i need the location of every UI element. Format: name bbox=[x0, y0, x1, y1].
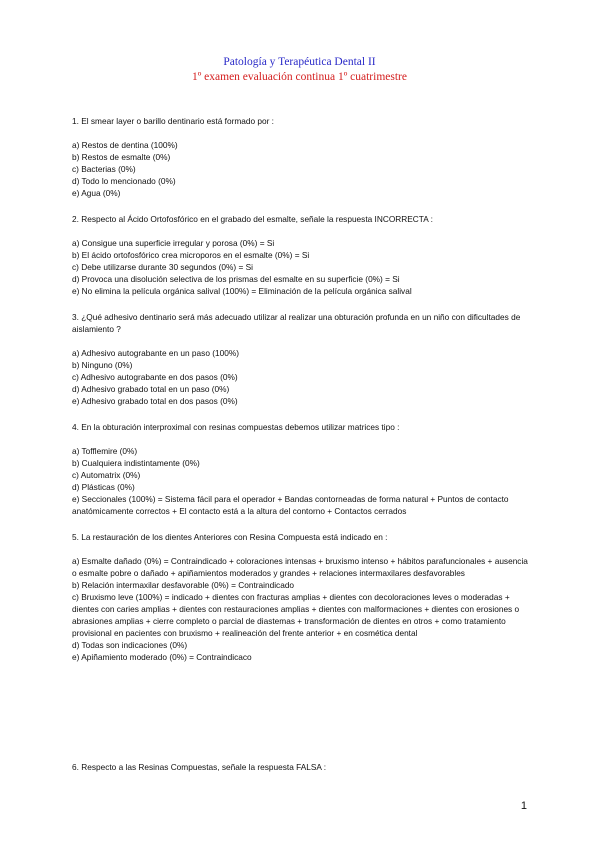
answer-options bbox=[72, 347, 530, 407]
question-block bbox=[72, 421, 530, 517]
answer-option: e) Adhesivo grabado total en dos pasos (0%) bbox=[72, 396, 238, 406]
question-block bbox=[72, 311, 530, 407]
question-list bbox=[72, 115, 530, 677]
answer-option: e) Apiñamiento moderado (0%) = Contraindicaco bbox=[72, 652, 252, 662]
answer-option: c) Automatrix (0%) bbox=[72, 470, 141, 480]
document-header bbox=[0, 55, 599, 85]
answer-options bbox=[72, 555, 530, 663]
question-block bbox=[72, 213, 530, 297]
answer-option: b) El ácido ortofosfórico crea microporos en el esmalte (0%) = Si bbox=[72, 250, 310, 260]
answer-option: e) Seccionales (100%) = Sistema fácil para el operador + Bandas contorneadas de forma natural + Puntos de contacto anatómicamente correctos + El contacto está a la altura del contorno + Contactos cerrados bbox=[72, 494, 509, 516]
answer-option: e) Agua (0%) bbox=[72, 188, 121, 198]
answer-option: b) Relación intermaxilar desfavorable (0%) = Contraindicado bbox=[72, 580, 295, 590]
answer-option: b) Restos de esmalte (0%) bbox=[72, 152, 171, 162]
answer-option: c) Bacterias (0%) bbox=[72, 164, 136, 174]
answer-option: a) Tofflemire (0%) bbox=[72, 446, 138, 456]
answer-option: d) Provoca una disolución selectiva de los prismas del esmalte en su superficie (0%) = Si bbox=[72, 274, 400, 284]
answer-option: a) Consigue una superficie irregular y porosa (0%) = Si bbox=[72, 238, 275, 248]
question-text: 6. Respecto a las Resinas Compuestas, señale la respuesta FALSA : bbox=[72, 762, 327, 773]
answer-option: a) Restos de dentina (100%) bbox=[72, 140, 178, 150]
answer-option: c) Adhesivo autograbante en dos pasos (0%) bbox=[72, 372, 238, 382]
question-text: 2. Respecto al Ácido Ortofosfórico en el grabado del esmalte, señale la respuesta INCORRECTA : bbox=[72, 214, 433, 224]
answer-options bbox=[72, 445, 530, 517]
answer-option: a) Esmalte dañado (0%) = Contraindicado + coloraciones intensas + bruxismo intenso + hábitos parafuncionales + ausencia o esmalte pobre o dañado + apiñamientos moderados y grandes + relaciones intermaxilares desfavorables bbox=[72, 556, 528, 578]
document-subtitle: 1º examen evaluación continua 1º cuatrimestre bbox=[191, 71, 407, 83]
answer-option: d) Adhesivo grabado total en un paso (0%) bbox=[72, 384, 230, 394]
page-number: 1 bbox=[520, 800, 527, 812]
answer-option: c) Debe utilizarse durante 30 segundos (0%) = Si bbox=[72, 262, 254, 272]
answer-option: b) Cualquiera indistintamente (0%) bbox=[72, 458, 200, 468]
answer-option: d) Todas son indicaciones (0%) bbox=[72, 640, 188, 650]
answer-option: a) Adhesivo autograbante en un paso (100%) bbox=[72, 348, 239, 358]
question-text: 4. En la obturación interproximal con resinas compuestas debemos utilizar matrices tipo : bbox=[72, 422, 400, 432]
answer-option: e) No elimina la película orgánica salival (100%) = Eliminación de la película orgánica salival bbox=[72, 286, 412, 296]
answer-options bbox=[72, 139, 530, 199]
answer-option: b) Ninguno (0%) bbox=[72, 360, 133, 370]
question-text: 3. ¿Qué adhesivo dentinario será más adecuado utilizar al realizar una obturación profunda en un niño con dificultades de aislamiento ? bbox=[72, 312, 521, 334]
answer-option: d) Plásticas (0%) bbox=[72, 482, 135, 492]
answer-option: d) Todo lo mencionado (0%) bbox=[72, 176, 176, 186]
answer-option: c) Bruxismo leve (100%) = indicado + dientes con fracturas amplias + dientes con decoloraciones leves o moderadas + dientes con caries amplias + dientes con restauraciones amplias + dientes con malformaciones + dientes con erosiones o abrasiones amplias + cierre completo o parcial de diastemas + transformación de dientes en otros + como tratamiento provisional en pacientes con bruxismo + realineación del frente anterior + en cosmética dental bbox=[72, 592, 520, 638]
question-text: 1. El smear layer o barillo dentinario está formado por : bbox=[72, 116, 274, 126]
question-block bbox=[72, 115, 530, 199]
question-text: 5. La restauración de los dientes Anteriores con Resina Compuesta está indicado en : bbox=[72, 532, 388, 542]
answer-options bbox=[72, 237, 530, 297]
document-title: Patología y Terapéutica Dental II bbox=[223, 56, 376, 68]
question-block bbox=[72, 531, 530, 663]
